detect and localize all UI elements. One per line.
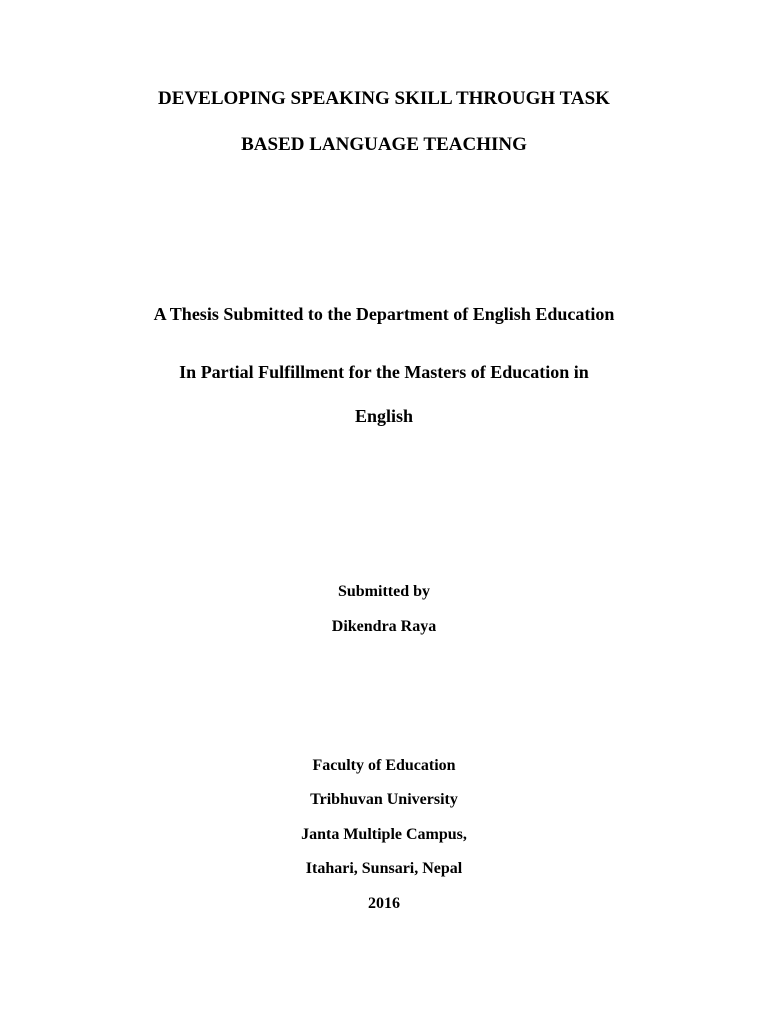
university-name: Tribhuvan University [310,791,458,808]
thesis-title-line-1: DEVELOPING SPEAKING SKILL THROUGH TASK [158,88,610,109]
faculty-name: Faculty of Education [312,757,456,774]
author-name: Dikendra Raya [331,618,437,635]
thesis-statement-line-2: In Partial Fulfillment for the Masters of Education in [179,362,589,382]
thesis-title-line-2: BASED LANGUAGE TEACHING [241,134,527,155]
campus-location: Itahari, Sunsari, Nepal [305,860,463,877]
submitted-by-label: Submitted by [337,583,431,600]
thesis-statement-line-3: English [354,406,414,426]
submission-year: 2016 [368,895,400,912]
campus-name: Janta Multiple Campus, [301,826,467,843]
thesis-statement-line-1: A Thesis Submitted to the Department of English Education [153,304,615,324]
